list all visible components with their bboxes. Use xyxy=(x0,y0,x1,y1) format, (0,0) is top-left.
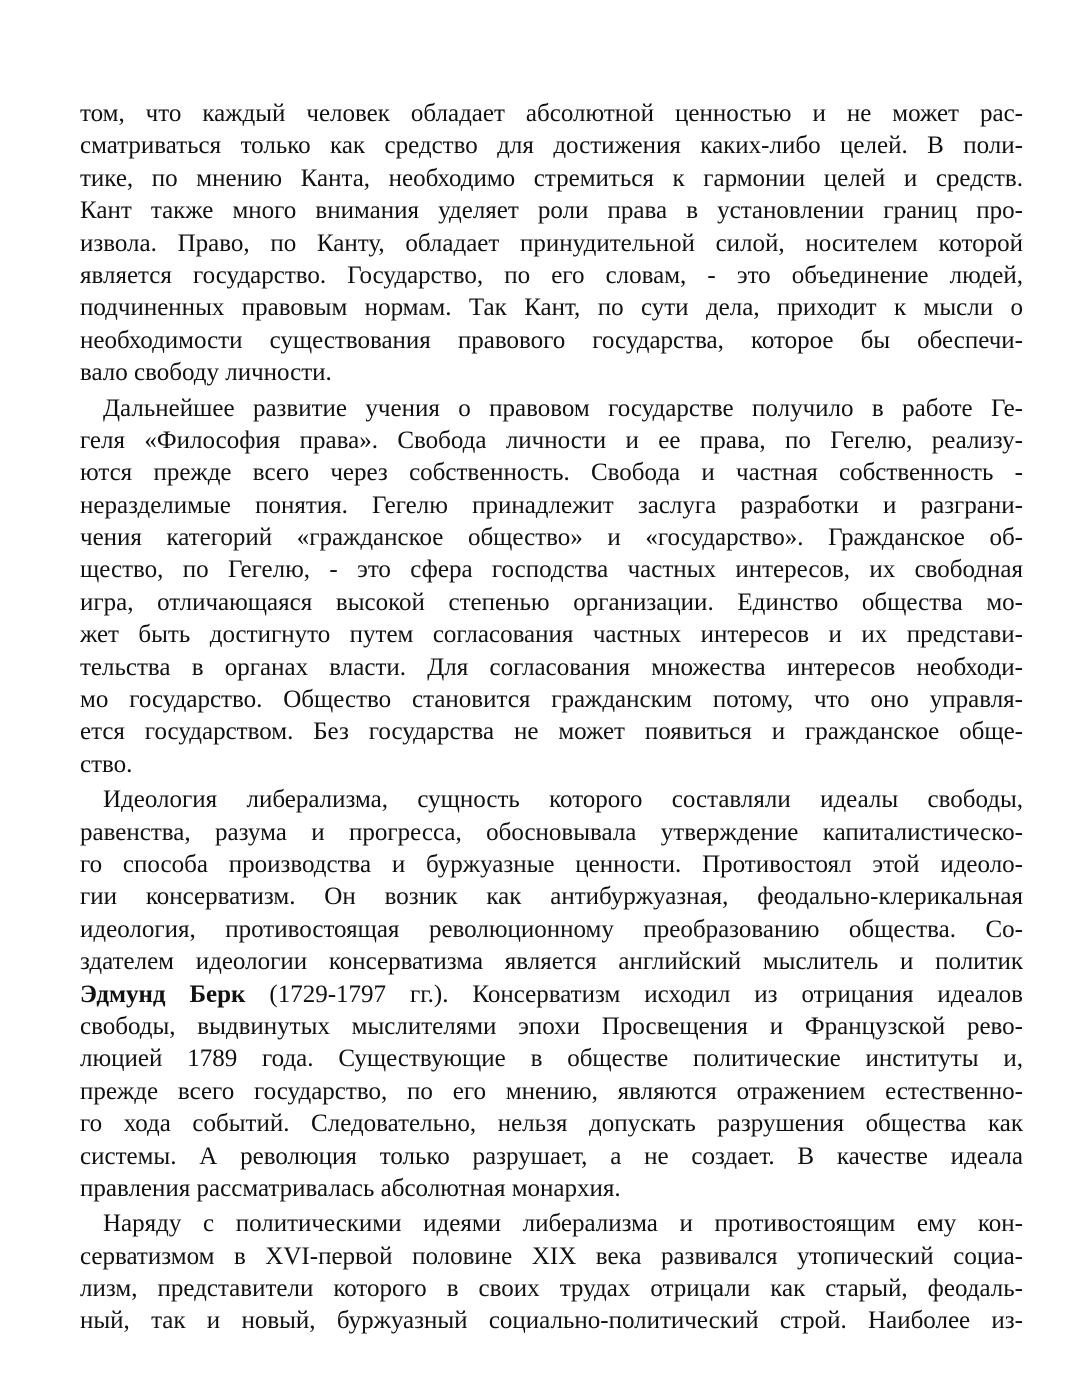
text-line: сматриваться только как средство для достижения каких-либо целей. В поли- xyxy=(80,132,1023,160)
text-line: Кант также много внимания уделяет роли права в установлении границ про- xyxy=(80,197,1023,225)
text-line: Дальнейшее развитие учения о правовом государстве получило в работе Ге- xyxy=(103,394,1023,422)
text-line: геля «Философия права». Свобода личности и ее права, по Гегелю, реализу- xyxy=(80,426,1023,454)
paragraph-utopian-socialism xyxy=(80,1208,1023,1338)
text-line: системы. А революция только разрушает, а не создает. В качестве идеала xyxy=(80,1142,1023,1170)
text-line: гии консерватизм. Он возник как антибуржуазная, феодально-клерикальная xyxy=(80,883,1023,911)
text-line: идеология, противостоящая революционному преобразованию общества. Со- xyxy=(80,915,1023,943)
text-line: Идеология либерализма, сущность которого составляли идеалы свободы, xyxy=(103,786,1023,814)
text-line: равенства, разума и прогресса, обосновывала утверждение капиталистическо- xyxy=(80,818,1023,846)
paragraph-conservatism xyxy=(80,784,1023,1205)
author-name-bold: Эдмунд Берк xyxy=(80,980,246,1008)
text-line: игра, отличающаяся высокой степенью организации. Единство общества мо- xyxy=(80,588,1023,616)
paragraph-hegel xyxy=(80,393,1023,782)
text-line: лизм, представители которого в своих трудах отрицали как старый, феодаль- xyxy=(80,1275,1023,1303)
text-line: тельства в органах власти. Для согласования множества интересов необходи- xyxy=(80,653,1023,681)
text-line: здателем идеологии консерватизма является английский мыслитель и политик xyxy=(80,948,1023,976)
text-line-burke-rest: (1729-1797 гг.). Консерватизм исходил из отрицания идеалов xyxy=(245,980,1023,1008)
paragraph-kant xyxy=(80,98,1023,390)
text-line: вало свободу личности. xyxy=(80,359,332,387)
text-line: щество, по Гегелю, - это сфера господства частных интересов, их свободная xyxy=(80,556,1023,584)
text-line: подчиненных правовым нормам. Так Кант, по сути дела, приходит к мысли о xyxy=(80,294,1023,322)
text-line: жет быть достигнуто путем согласования частных интересов и их представи- xyxy=(80,621,1023,649)
document-page xyxy=(80,98,1023,1338)
text-line: ство. xyxy=(80,750,133,778)
text-line: го хода событий. Следовательно, нельзя допускать разрушения общества как xyxy=(80,1110,1023,1138)
text-line: является государство. Государство, по его словам, - это объединение людей, xyxy=(80,261,1023,289)
text-line: чения категорий «гражданское общество» и «государство». Гражданское об- xyxy=(80,524,1023,552)
text-line: тике, по мнению Канта, необходимо стремиться к гармонии целей и средств. xyxy=(80,164,1023,192)
text-line: необходимости существования правового государства, которое бы обеспечи- xyxy=(80,326,1023,354)
text-line: ный, так и новый, буржуазный социально-политический строй. Наиболее из- xyxy=(80,1307,1023,1335)
text-line: мо государство. Общество становится гражданским потому, что оно управля- xyxy=(80,686,1023,714)
text-line: прежде всего государство, по его мнению, являются отражением естественно- xyxy=(80,1077,1023,1105)
text-line: свободы, выдвинутых мыслителями эпохи Просвещения и Французской рево- xyxy=(80,1012,1023,1040)
text-line: люцией 1789 года. Существующие в обществе политические институты и, xyxy=(80,1045,1023,1073)
text-line: том, что каждый человек обладает абсолютной ценностью и не может рас- xyxy=(80,100,1023,127)
text-line: ются прежде всего через собственность. Свобода и частная собственность - xyxy=(80,459,1023,487)
text-line: извола. Право, по Канту, обладает принудительной силой, носителем которой xyxy=(80,229,1023,257)
text-line: Наряду с политическими идеями либерализма и противостоящим ему кон- xyxy=(103,1210,1023,1238)
text-line-burke xyxy=(80,979,1023,1011)
text-line: го способа производства и буржуазные ценности. Противостоял этой идеоло- xyxy=(80,850,1023,878)
text-line: неразделимые понятия. Гегелю принадлежит заслуга разработки и разграни- xyxy=(80,491,1023,519)
text-line: ется государством. Без государства не может появиться и гражданское обще- xyxy=(80,718,1023,746)
text-line: правления рассматривалась абсолютная монархия. xyxy=(80,1174,621,1202)
text-line: серватизмом в XVI-первой половине XIX века развивался утопический социа- xyxy=(80,1242,1023,1270)
